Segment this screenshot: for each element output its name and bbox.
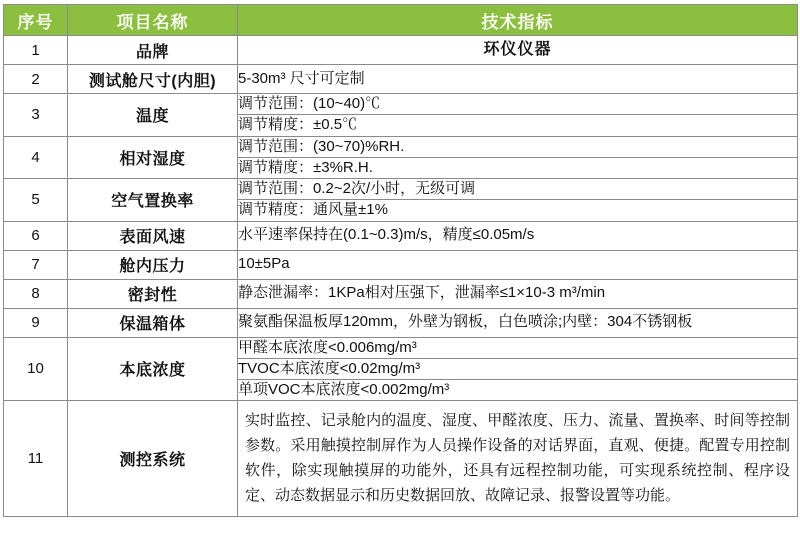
table-row (4, 94, 798, 115)
row-item-name-cell: 保温箱体 (68, 308, 238, 337)
table-row (4, 337, 798, 358)
row-item-name-cell: 空气置换率 (68, 179, 238, 222)
column-header-index: 序号 (4, 5, 68, 36)
specification-table (3, 4, 798, 517)
row-spec-cell: 调节精度：±3%R.H. (238, 157, 798, 178)
table-row (4, 179, 798, 200)
row-spec-cell: 调节精度：±0.5℃ (238, 115, 798, 136)
table-header-row (4, 5, 798, 36)
row-spec-cell: 甲醛本底浓度<0.006mg/m³ (238, 337, 798, 358)
row-index-cell: 9 (4, 308, 68, 337)
table-row (4, 308, 798, 337)
row-spec-cell: 单项VOC本底浓度<0.002mg/m³ (238, 380, 798, 401)
row-spec-cell: 调节精度：通风量±1% (238, 200, 798, 221)
table-row (4, 250, 798, 279)
table-row (4, 221, 798, 250)
row-item-name-cell: 测控系统 (68, 401, 238, 517)
row-spec-cell: TVOC本底浓度<0.02mg/m³ (238, 358, 798, 379)
row-item-name-cell: 密封性 (68, 279, 238, 308)
table-row (4, 401, 798, 517)
row-item-name-cell: 温度 (68, 94, 238, 137)
row-item-name-cell: 表面风速 (68, 221, 238, 250)
row-index-cell: 8 (4, 279, 68, 308)
row-index-cell: 10 (4, 337, 68, 401)
column-header-item-name: 项目名称 (68, 5, 238, 36)
table-row (4, 279, 798, 308)
row-item-name-cell: 品牌 (68, 36, 238, 65)
row-index-cell: 4 (4, 136, 68, 179)
row-spec-cell: 调节范围：0.2~2次/小时，无级可调 (238, 179, 798, 200)
row-spec-cell: 调节范围：(10~40)℃ (238, 94, 798, 115)
table-row (4, 65, 798, 94)
row-spec-cell: 调节范围：(30~70)%RH. (238, 136, 798, 157)
row-index-cell: 1 (4, 36, 68, 65)
table-row (4, 136, 798, 157)
row-index-cell: 6 (4, 221, 68, 250)
row-index-cell: 3 (4, 94, 68, 137)
row-spec-cell: 环仪仪器 (238, 36, 798, 65)
table-row (4, 36, 798, 65)
row-item-name-cell: 舱内压力 (68, 250, 238, 279)
row-spec-cell: 10±5Pa (238, 250, 798, 279)
row-spec-cell: 实时监控、记录舱内的温度、湿度、甲醛浓度、压力、流量、置换率、时间等控制参数。采用触摸控制屏作为人员操作设备的对话界面，直观、便捷。配置专用控制软件，除实现触摸屏的功能外，还具有远程控制功能，可实现系统控制、程序设定、动态数据显示和历史数据回放、故障记录、报警设置等功能。 (238, 401, 798, 517)
row-spec-cell: 水平速率保持在(0.1~0.3)m/s，精度≤0.05m/s (238, 221, 798, 250)
row-spec-cell: 聚氨酯保温板厚120mm，外壁为钢板，白色喷涂;内壁：304不锈钢板 (238, 308, 798, 337)
row-item-name-cell: 本底浓度 (68, 337, 238, 401)
table-body (4, 36, 798, 517)
row-index-cell: 2 (4, 65, 68, 94)
column-header-spec: 技术指标 (238, 5, 798, 36)
row-spec-cell: 5-30m³ 尺寸可定制 (238, 65, 798, 94)
row-index-cell: 11 (4, 401, 68, 517)
row-spec-cell: 静态泄漏率：1KPa相对压强下，泄漏率≤1×10-3 m³/min (238, 279, 798, 308)
row-index-cell: 7 (4, 250, 68, 279)
row-item-name-cell: 测试舱尺寸(内胆) (68, 65, 238, 94)
row-index-cell: 5 (4, 179, 68, 222)
row-item-name-cell: 相对湿度 (68, 136, 238, 179)
